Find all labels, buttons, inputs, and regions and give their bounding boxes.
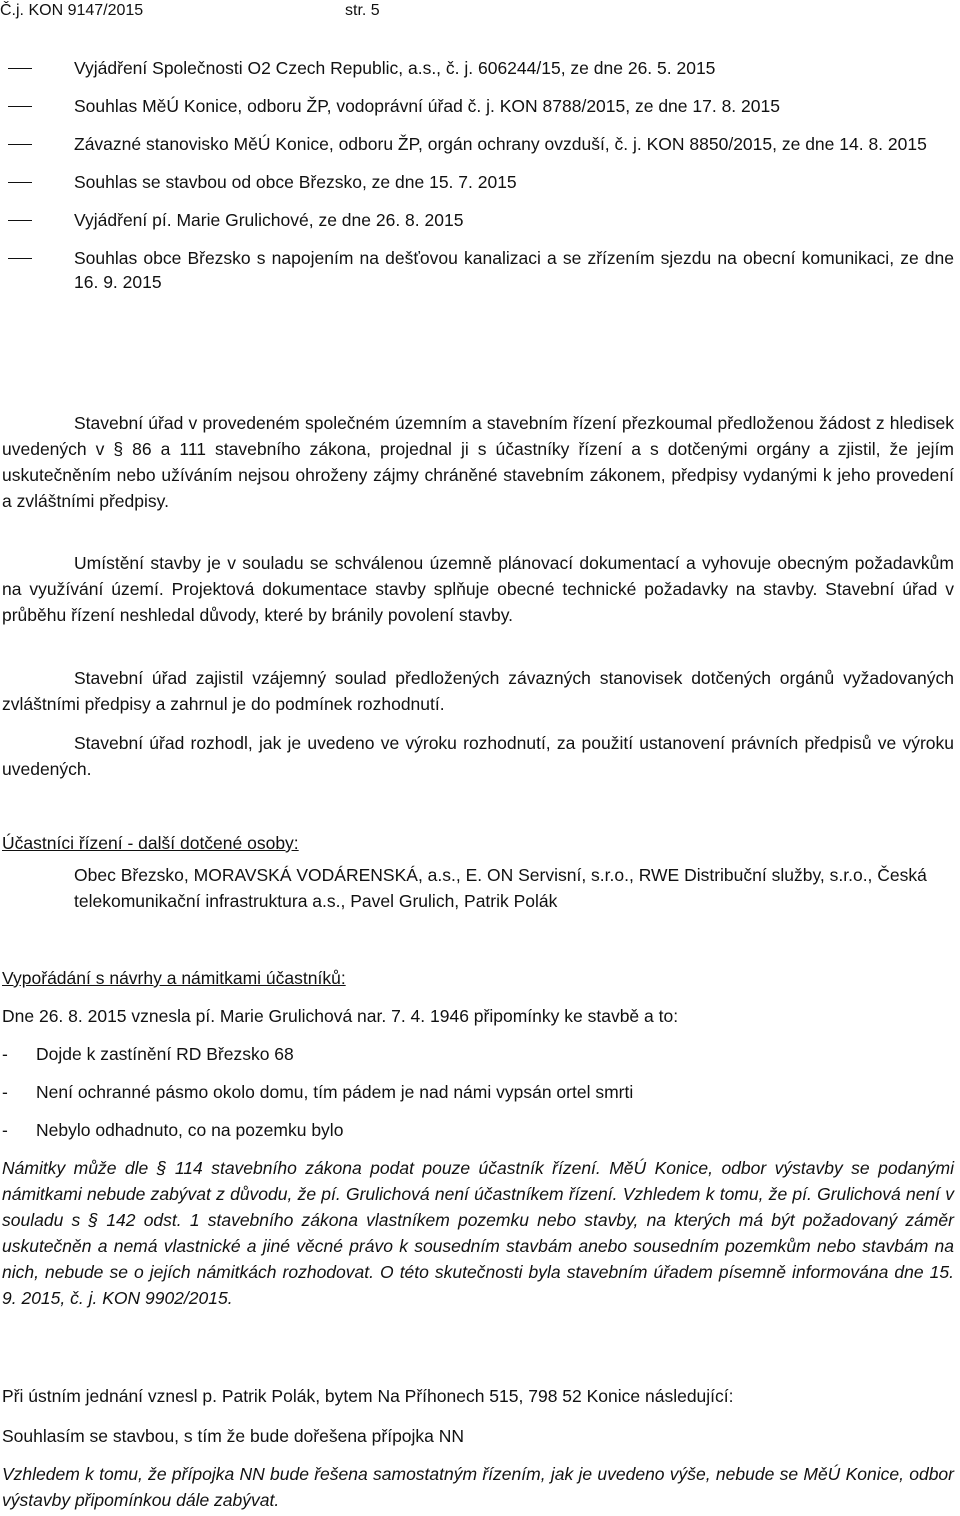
paragraph-decision: Stavební úřad rozhodl, jak je uvedeno ve výroku rozhodnutí, za použití ustanovení právních předpisů ve výroku uvedených. bbox=[2, 733, 954, 779]
hearing-response: Vzhledem k tomu, že přípojka NN bude řešena samostatným řízením, jak je uvedeno výše, nebude se MěÚ Konice, odbor výstavby připomínkou dále zabývat. bbox=[2, 1464, 954, 1510]
list-item: Souhlas obce Březsko s napojením na dešťovou kanalizaci a se zřízením sjezdu na obecní komunikaci, ze dne 16. 9. 2015 bbox=[0, 246, 960, 294]
hearing-intro: Při ústním jednání vznesl p. Patrik Polák, bytem Na Příhonech 515, 798 52 Konice následující: bbox=[2, 1386, 734, 1406]
dash-bullet bbox=[8, 220, 32, 221]
paragraph-review: Stavební úřad v provedeném společném územním a stavebním řízení přezkoumal předloženou žádost z hledisek uvedených v § 86 a 111 stavebního zákona, projednal ji s účastníky řízení a s dotčenými orgány a zjistil, že jejím uskutečněním nebo užíváním nejsou ohroženy zájmy chráněné stavebním zákonem, předpisy vydanými k jeho provedení a zvláštními předpisy. bbox=[2, 413, 954, 511]
document-list bbox=[0, 56, 960, 308]
dash-bullet bbox=[8, 106, 32, 107]
list-item: Souhlas se stavbou od obce Březsko, ze dne 15. 7. 2015 bbox=[0, 170, 960, 194]
document-reference: Č.j. KON 9147/2015 bbox=[0, 2, 144, 19]
paragraph-coordination: Stavební úřad zajistil vzájemný soulad předložených závazných stanovisek dotčených orgánů vyžadovaných zvláštními předpisy a zahrnul je do podmínek rozhodnutí. bbox=[2, 668, 954, 714]
participants-list: Obec Březsko, MORAVSKÁ VODÁRENSKÁ, a.s., E. ON Servisní, s.r.o., RWE Distribuční služby, s.r.o., Česká telekomunikační infrastruktura a.s., Pavel Grulich, Patrik Polák bbox=[74, 865, 927, 911]
dash-bullet bbox=[8, 144, 32, 145]
objection-item: - Nebylo odhadnuto, co na pozemku bylo bbox=[2, 1120, 344, 1140]
objection-item: - Není ochranné pásmo okolo domu, tím pádem je nad námi vypsán ortel smrti bbox=[2, 1082, 634, 1102]
list-item: Souhlas MěÚ Konice, odboru ŽP, vodoprávní úřad č. j. KON 8788/2015, ze dne 17. 8. 2015 bbox=[0, 94, 960, 118]
list-item: Vyjádření pí. Marie Grulichové, ze dne 26. 8. 2015 bbox=[0, 208, 960, 232]
participants-heading: Účastníci řízení - další dotčené osoby: bbox=[2, 833, 299, 853]
paragraph-compliance: Umístění stavby je v souladu se schválenou územně plánovací dokumentací a vyhovuje obecným požadavkům na využívání území. Projektová dokumentace stavby splňuje obecné technické požadavky na stavby. Stavební úřad v průběhu řízení neshledal důvody, které by bránily povolení stavby. bbox=[2, 553, 954, 625]
hearing-statement: Souhlasím se stavbou, s tím že bude dořešena přípojka NN bbox=[2, 1426, 465, 1446]
list-item: Vyjádření Společnosti O2 Czech Republic, a.s., č. j. 606244/15, ze dne 26. 5. 2015 bbox=[0, 56, 960, 80]
list-item: Závazné stanovisko MěÚ Konice, odboru ŽP, orgán ochrany ovzduší, č. j. KON 8850/2015, ze dne 14. 8. 2015 bbox=[0, 132, 960, 156]
objections-heading: Vypořádání s návrhy a námitkami účastníků: bbox=[2, 968, 346, 988]
objections-response: Námitky může dle § 114 stavebního zákona podat pouze účastník řízení. MěÚ Konice, odbor výstavby se podanými námitkami nebude zabývat z důvodu, že pí. Grulichová není účastníkem řízení. Vzhledem k tomu, že pí. Grulichová není v souladu s § 142 odst. 1 stavebního zákona vlastníkem pozemku nebo stavby, na kterých má být požadovaný záměr uskutečněn a nemá vlastnické a jiné věcné právo k sousedním stavbám anebo sousedním pozemkům nebo stavbám na nich, nebude se o jejích námitkách rozhodovat. O této skutečnosti byla stavebním úřadem písemně informována dne 15. 9. 2015, č. j. KON 9902/2015. bbox=[2, 1158, 954, 1308]
dash-bullet bbox=[8, 68, 32, 69]
dash-bullet bbox=[8, 258, 32, 259]
objection-item: - Dojde k zastínění RD Březsko 68 bbox=[2, 1044, 294, 1064]
dash-bullet bbox=[8, 182, 32, 183]
page-number: str. 5 bbox=[345, 2, 380, 19]
objections-intro: Dne 26. 8. 2015 vznesla pí. Marie Grulichová nar. 7. 4. 1946 připomínky ke stavbě a to: bbox=[2, 1006, 679, 1026]
